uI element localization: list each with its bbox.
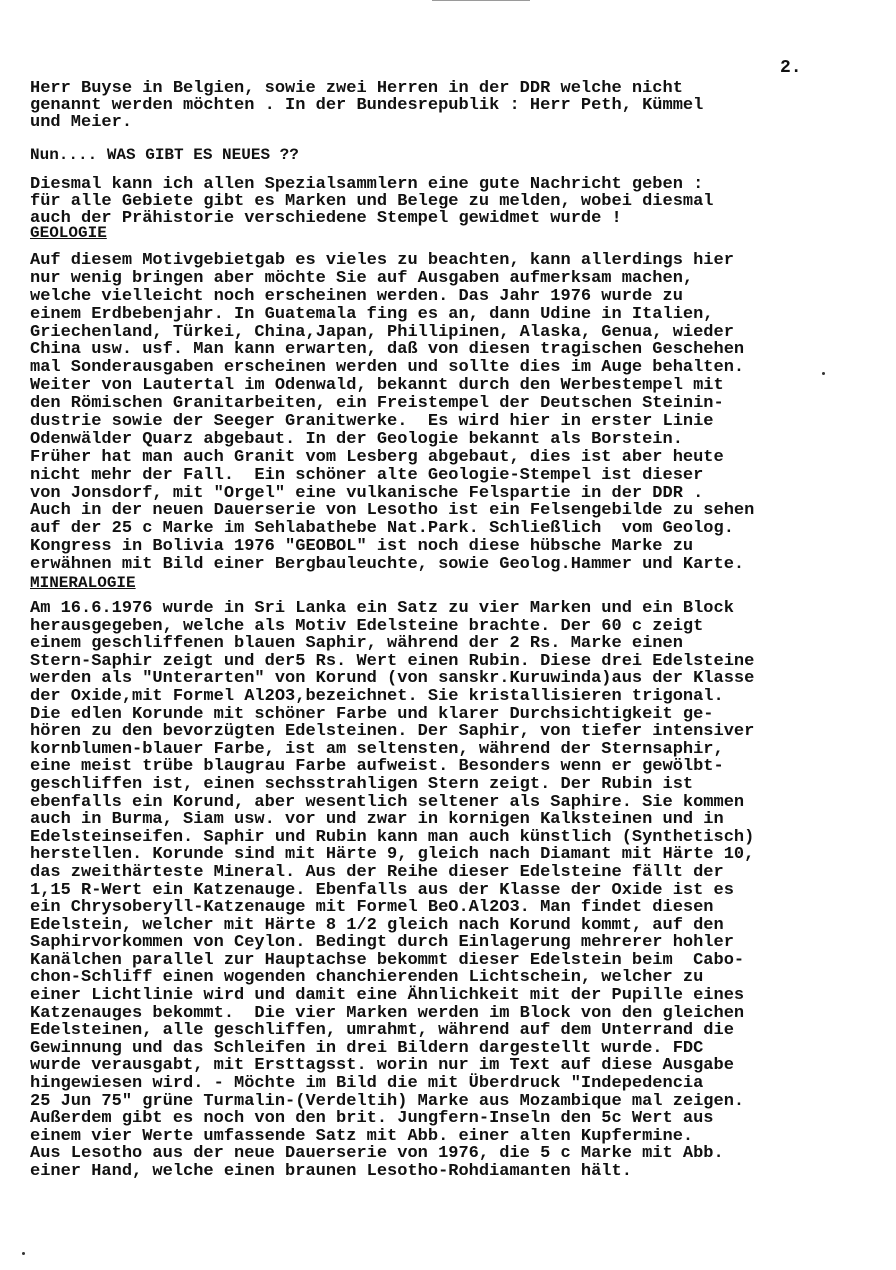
text-line: Herr Buyse in Belgien, sowie zwei Herren in der DDR welche nicht [30,79,683,98]
text-line: kornblumen-blauer Farbe, ist am seltensten, während der Sternsaphir, [30,739,724,759]
text-line: Edelsteinen, alle geschliffen, umrahmt, während auf dem Unterrand die [30,1021,734,1041]
text-line: Edelstein, welcher mit Härte 8 1/2 gleich nach Korund kommt, auf den [30,915,724,935]
text-line: auf der 25 c Marke im Sehlabathebe Nat.Park. Schließlich vom Geolog. [30,519,734,539]
news-paragraph [30,176,880,227]
text-line: auch der Prähistorie verschiedene Stempel gewidmet wurde ! [30,209,622,228]
scan-edge-line [432,0,530,1]
text-line: Stern-Saphir zeigt und der5 Rs. Wert einen Rubin. Diese drei Edelsteine [30,651,755,671]
text-line: einem Erdbebenjahr. In Guatemala fing es an, dann Udine in Italien, [30,304,714,324]
ink-speck [822,372,825,375]
geologie-heading: GEOLOGIE [30,224,107,242]
mineralogie-paragraph [30,600,880,1181]
text-line: eine meist trübe blaugrau Farbe aufweist. Besonders wenn er gewölbt- [30,757,724,777]
text-line: 25 Jun 75" grüne Turmalin-(Verdeltih) Marke aus Mozambique mal zeigen. [30,1091,745,1111]
text-line: einer Hand, welche einen braunen Lesotho-Rohdiamanten hält. [30,1162,632,1181]
text-line: und Meier. [30,113,133,132]
text-line: nicht mehr der Fall. Ein schöner alte Geologie-Stempel ist dieser [30,465,704,485]
text-line: Kongress in Bolivia 1976 "GEOBOL" ist noch diese hübsche Marke zu [30,537,694,557]
text-line: einem geschliffenen blauen Saphir, während der 2 Rs. Marke einen [30,634,683,654]
text-line: genannt werden möchten . In der Bundesrepublik : Herr Peth, Kümmel [30,96,704,115]
text-line: einer Lichtlinie wird und damit eine Ähnlichkeit mit der Pupille eines [30,986,745,1006]
geologie-paragraph [30,252,880,574]
text-line: ebenfalls ein Korund, aber wesentlich seltener als Saphire. Sie kommen [30,792,745,812]
text-line: Griechenland, Türkei, China,Japan, Phillipinen, Alaska, Genua, wieder [30,322,734,342]
text-line: Odenwälder Quarz abgebaut. In der Geologie bekannt als Borstein. [30,429,683,449]
text-line: für alle Gebiete gibt es Marken und Belege zu melden, wobei diesmal [30,192,714,211]
text-line: China usw. usf. Man kann erwarten, daß von diesen tragischen Geschehen [30,340,745,360]
mineralogie-heading: MINERALOGIE [30,574,136,592]
text-line: Früher hat man auch Granit vom Lesberg abgebaut, dies ist aber heute [30,447,724,467]
text-line: herstellen. Korunde sind mit Härte 9, gleich nach Diamant mit Härte 10, [30,845,755,865]
text-line: Kanälchen parallel zur Hauptachse bekommt dieser Edelstein beim Cabo- [30,950,745,970]
news-heading: Nun.... WAS GIBT ES NEUES ?? [30,146,299,164]
text-line: welche vielleicht noch erscheinen werden. Das Jahr 1976 wurde zu [30,286,683,306]
text-line: Diesmal kann ich allen Spezialsammlern eine gute Nachricht geben : [30,175,704,194]
text-line: erwähnen mit Bild einer Bergbauleuchte, sowie Geolog.Hammer und Karte. [30,555,745,575]
page-number: 2. [780,58,802,78]
text-line: Saphirvorkommen von Ceylon. Bedingt durch Einlagerung mehrerer hohler [30,933,734,953]
text-line: dustrie sowie der Seeger Granitwerke. Es wird hier in erster Linie [30,412,714,432]
text-line: nur wenig bringen aber möchte Sie auf Ausgaben aufmerksam machen, [30,268,694,288]
text-line: das zweithärteste Mineral. Aus der Reihe dieser Edelsteine fällt der [30,862,724,882]
text-line: Gewinnung und das Schleifen in drei Bildern dargestellt wurde. FDC [30,1038,704,1058]
text-line: Außerdem gibt es noch von den brit. Jungfern-Inseln den 5c Wert aus [30,1109,714,1129]
ink-speck [22,1252,25,1255]
text-line: geschliffen ist, einen sechsstrahligen Stern zeigt. Der Rubin ist [30,774,694,794]
text-line: hingewiesen wird. - Möchte im Bild die mit Überdruck "Indepedencia [30,1074,704,1094]
text-line: auch in Burma, Siam usw. vor und zwar in kornigen Kalksteinen und in [30,810,724,830]
text-line: 1,15 R-Wert ein Katzenauge. Ebenfalls aus der Klasse der Oxide ist es [30,880,734,900]
text-line: Am 16.6.1976 wurde in Sri Lanka ein Satz zu vier Marken und ein Block [30,599,734,618]
text-line: chon-Schliff einen wogenden chanchierenden Lichtschein, welcher zu [30,968,704,988]
text-line: von Jonsdorf, mit "Orgel" eine vulkanische Felspartie in der DDR . [30,483,704,503]
text-line: herausgegeben, welche als Motiv Edelsteine brachte. Der 60 c zeigt [30,616,704,636]
text-line: den Römischen Granitarbeiten, ein Freistempel der Deutschen Steinin- [30,394,724,414]
text-line: Die edlen Korunde mit schöner Farbe und klarer Durchsichtigkeit ge- [30,704,714,724]
text-line: Auf diesem Motivgebietgab es vieles zu beachten, kann allerdings hier [30,251,734,270]
text-line: der Oxide,mit Formel Al2O3,bezeichnet. Sie kristallisieren trigonal. [30,686,724,706]
text-line: Katzenauges bekommt. Die vier Marken werden im Block von den gleichen [30,1003,745,1023]
text-line: Edelsteinseifen. Saphir und Rubin kann man auch künstlich (Synthetisch) [30,827,755,847]
text-line: hören zu den bevorzügten Edelsteinen. Der Saphir, von tiefer intensiver [30,722,755,742]
text-line: Weiter von Lautertal im Odenwald, bekannt durch den Werbestempel mit [30,376,724,396]
text-line: einem vier Werte umfassende Satz mit Abb. einer alten Kupfermine. [30,1126,694,1146]
intro-paragraph [30,80,880,131]
text-line: wurde verausgabt, mit Ersttagsst. worin nur im Text auf diese Ausgabe [30,1056,734,1076]
text-line: ein Chrysoberyll-Katzenauge mit Formel BeO.Al2O3. Man findet diesen [30,898,714,918]
text-line: Aus Lesotho aus der neue Dauerserie von 1976, die 5 c Marke mit Abb. [30,1144,724,1164]
text-line: werden als "Unterarten" von Korund (von sanskr.Kuruwinda)aus der Klasse [30,669,755,689]
text-line: mal Sonderausgaben erscheinen werden und sollte dies im Auge behalten. [30,358,745,378]
text-line: Auch in der neuen Dauerserie von Lesotho ist ein Felsengebilde zu sehen [30,501,755,521]
